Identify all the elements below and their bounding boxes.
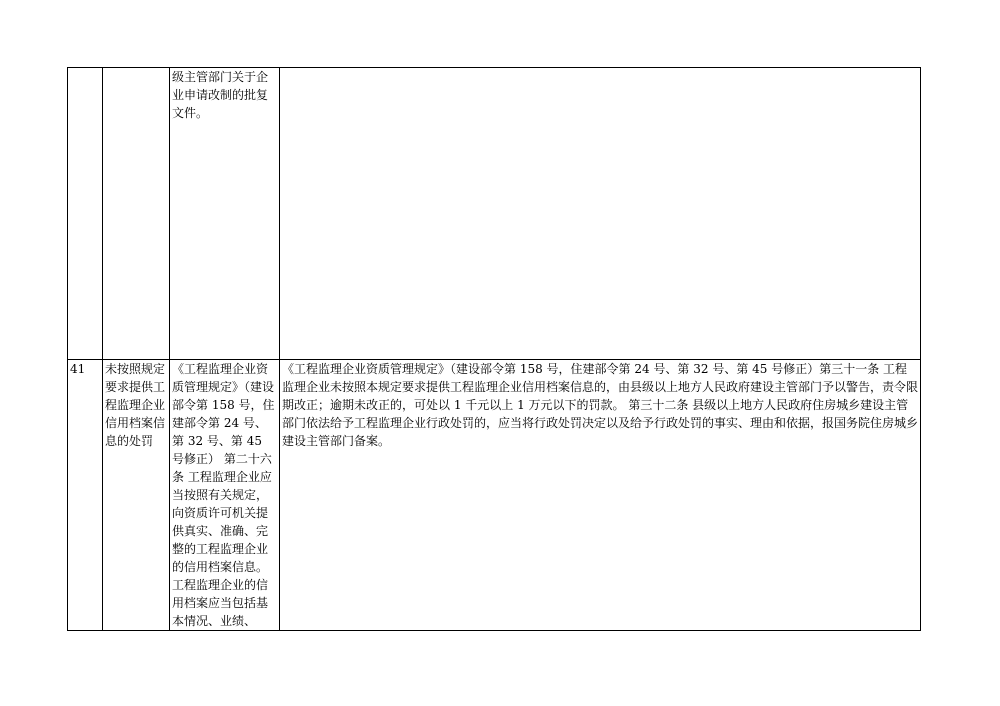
item-name-cell: [103, 360, 170, 631]
penalty-reference-cell: [280, 360, 921, 631]
regulation-table: [67, 67, 921, 631]
item-name-cell: [103, 68, 170, 360]
row-number: 41: [70, 362, 86, 376]
table-row: [68, 68, 921, 360]
legal-basis-cell: [170, 360, 280, 631]
table-row: [68, 360, 921, 631]
legal-basis-cell: [170, 68, 280, 360]
legal-basis-text: 级主管部门关于企业申请改制的批复文件。: [172, 70, 269, 120]
item-name: 未按照规定要求提供工程监理企业信用档案信息的处罚: [105, 362, 166, 448]
legal-basis-text: 《工程监理企业资质管理规定》（建设部令第 158 号，住建部令第 24 号、第 32 号、第 45 号修正） 第二十六条 工程监理企业应当按照有关规定，向资质许可机关提供真实、准确、完整的工程监理企业的信用档案信息。 工程监理企业的信用档案应当包括基本情况、业绩、: [172, 362, 275, 628]
penalty-reference-text: 《工程监理企业资质管理规定》（建设部令第 158 号，住建部令第 24 号、第 32 号、第 45 号修正）第三十一条 工程监理企业未按照本规定要求提供工程监理企业信用档案信息的，由县级以上地方人民政府建设主管部门予以警告，责令限期改正；逾期未改正的，可处以 1 千元以上 1 万元以下的罚款。 第三十二条 县级以上地方人民政府住房城乡建设主管部门依法给予工程监理企业行政处罚的，应当将行政处罚决定以及给予行政处罚的事实、理由和依据，报国务院住房城乡建设主管部门备案。: [282, 362, 919, 448]
penalty-reference-cell: [280, 68, 921, 360]
row-number-cell: [68, 68, 103, 360]
row-number-cell: [68, 360, 103, 631]
